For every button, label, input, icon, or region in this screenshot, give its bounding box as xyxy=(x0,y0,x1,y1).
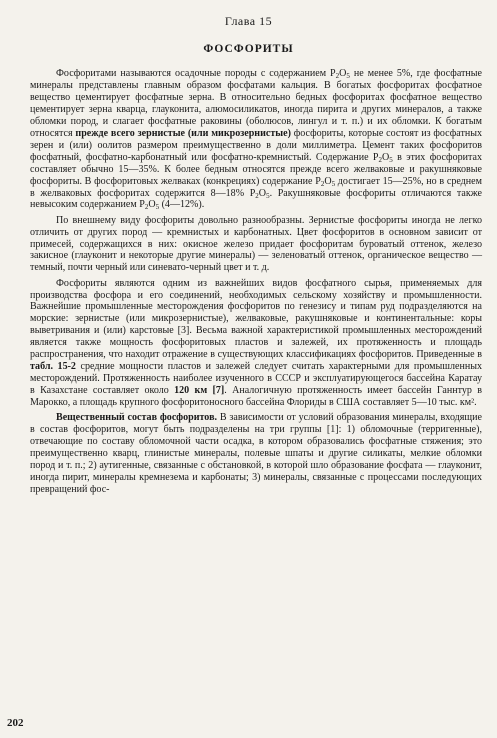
paragraph-significance: Фосфориты являются одним из важнейших видов фосфатного сырья, применяемых для производства фосфора и его соединений, необходимых сельскому хозяйству и промышленности. Важнейшие промышленные месторождения фосфоритов по генезису и типам руд подразделяются на морские: зернистые (или микрозернистые), желваковые, ракушняковые и континентальные: коры выветривания и (или) карстовые [3]. Весьма важной характеристикой промышленных месторождений является также мощность фосфоритовых пластов и залежей, их протяженность и площадь распространения, что находит отражение в существующих классификациях фосфоритов. Приведенные в табл. 15-2 средние мощности пластов и залежей следует считать характерными для промышленных месторождений. Протяженность наиболее изученного в СССР и эксплуатирующегося бассейна Каратау в Казахстане составляет около 120 км [7]. Аналогичную протяженность имеет бассейн Ганнтур в Марокко, а площадь крупного фосфоритоносного бассейна Флориды в США составляет 5—10 тыс. км². xyxy=(30,277,482,409)
paragraph-appearance: По внешнему виду фосфориты довольно разнообразны. Зернистые фосфориты иногда не легко отличить от других пород — кремнистых и карбонатных. Цвет фосфоритов в основном зависит от примесей, содержащихся в них: окисное железо придает фосфоритам буроватый оттенок, железо закисное (глауконит и некоторые другие минералы) — зеленоватый оттенок, органическое вещество — темный, почти черный или синевато-черный цвет и т. д. xyxy=(30,214,482,274)
composition-heading: Вещественный состав фосфоритов. xyxy=(56,412,218,424)
paragraph-composition: Вещественный состав фосфоритов. В зависимости от условий образования минералы, входящие в состав фосфоритов, могут быть подразделены на три группы [1]: 1) обломочные (терригенные), отвечающие по составу обломочной части осадка, в котором образовались фосфатные стяжения; это преимущественно кварц, глинистые минералы, полевые шпаты и другие силикаты, мелкие обломки пород и т. п.; 2) аутигенные, связанные с обстановкой, в которой шло образование фосфата — глауконит, иногда пирит, минералы кремнезема и карбонаты; 3) минералы, связанные с процессами последующих превращений фос- xyxy=(30,412,482,495)
page-body xyxy=(30,68,482,499)
paragraph-definition: Фосфоритами называются осадочные породы с содержанием $P_2O_5$ не менее 5%, где фосфатные минералы представлены главным образом фосфатами кальция. В богатых фосфоритах фосфатное вещество цементирует фосфатные зерна. В относительно бедных фосфоритах фосфатное вещество цементирует зерна кварца, глауконита, алюмосиликатов, иногда пирита и других минералов, а также обломки пород, и слагает фосфатные раковины (оболюсов, лингул и т. п.) и их обломки. К богатым относятся прежде всего зернистые (или микрозернистые) фосфориты, которые состоят из фосфатных зерен и (или) оолитов размером преимущественно в доли миллиметра. Цемент таких фосфоритов фосфатный, фосфатно-карбонатный или фосфатно-кремнистый. Содержание $P_2O_5$ в этих фосфоритах составляет обычно 15—35%. К более бедным относятся прежде всего желваковые и ракушняковые фосфориты. В фосфоритовых желваках (конкрециях) содержание $P_2O_5$ достигает 15—25%, но в среднем в желваковых фосфоритах содержится 8—18% $P_2O_5$. Ракушняковые фосфориты отличаются также невысоким содержанием $P_2O_5$ (4—12%). xyxy=(30,68,482,212)
section-title: ФОСФОРИТЫ xyxy=(203,43,294,55)
chapter-heading: Глава 15 xyxy=(224,14,273,28)
page-number: 202 xyxy=(7,717,24,729)
